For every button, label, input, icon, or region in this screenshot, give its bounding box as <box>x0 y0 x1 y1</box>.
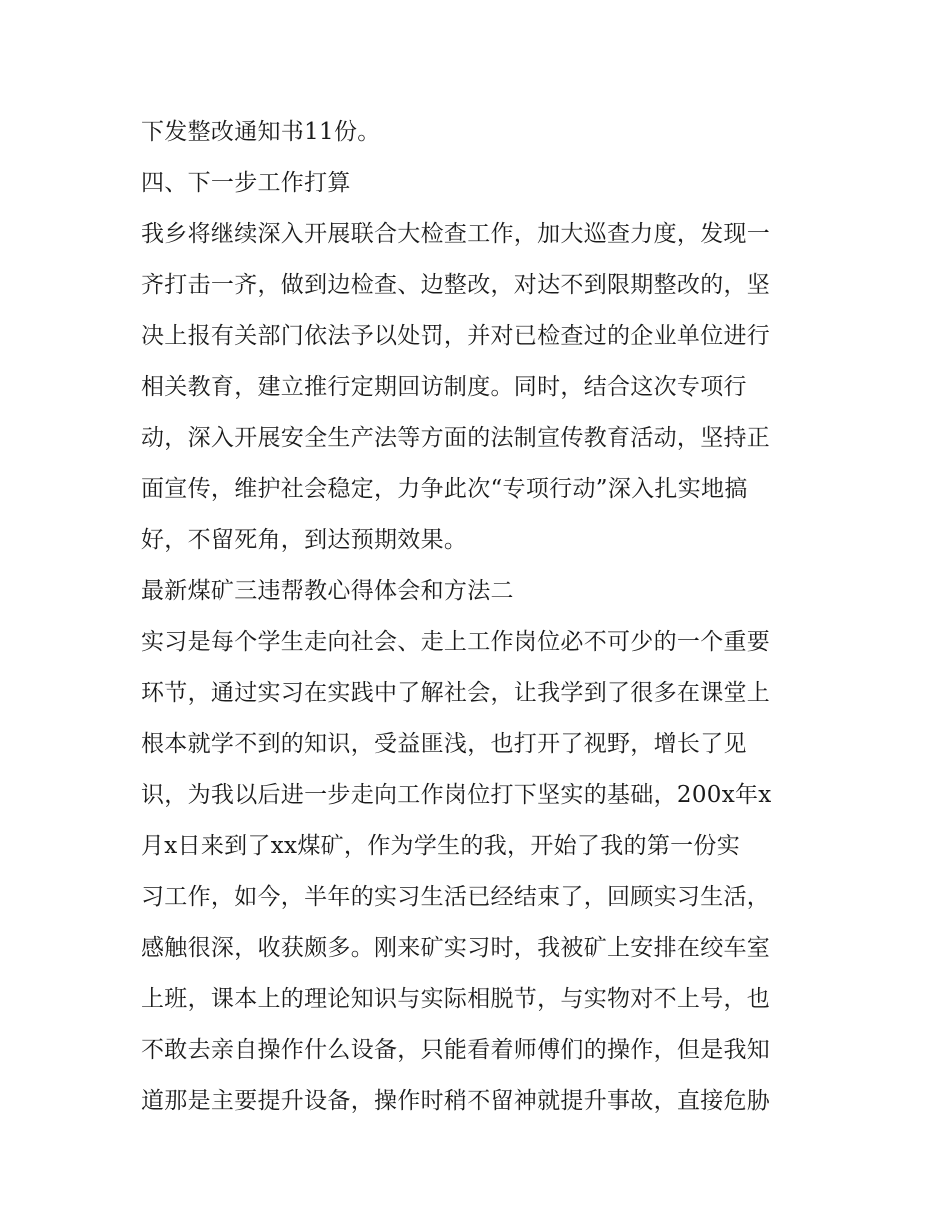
text-line: 决上报有关部门依法予以处罚，并对已检查过的企业单位进行 <box>141 323 771 349</box>
text-line: 相关教育，建立推行定期回访制度。同时，结合这次专项行 <box>141 374 747 400</box>
text-line: 根本就学不到的知识，受益匪浅，也打开了视野，增长了见 <box>141 731 747 757</box>
text-line: 感触很深，收获颇多。刚来矿实习时，我被矿上安排在绞车室 <box>141 935 771 961</box>
text-line: 不敢去亲自操作什么设备，只能看着师傅们的操作，但是我知 <box>141 1037 771 1063</box>
document-body <box>141 107 821 1127</box>
text-line: 我乡将继续深入开展联合大检查工作，加大巡查力度，发现一 <box>141 221 771 247</box>
text-line: 动，深入开展安全生产法等方面的法制宣传教育活动，坚持正 <box>141 425 771 451</box>
text-line: 月x日来到了xx煤矿，作为学生的我，开始了我的第一份实 <box>141 833 741 859</box>
section-heading: 四、下一步工作打算 <box>141 170 351 196</box>
text-line: 好，不留死角，到达预期效果。 <box>141 527 468 553</box>
text-line: 习工作，如今，半年的实习生活已经结束了，回顾实习生活， <box>141 884 771 910</box>
text-line: 实习是每个学生走向社会、走上工作岗位必不可少的一个重要 <box>141 629 771 655</box>
text-line: 上班，课本上的理论知识与实际相脱节，与实物对不上号，也 <box>141 986 771 1012</box>
text-line: 道那是主要提升设备，操作时稍不留神就提升事故，直接危胁 <box>141 1088 771 1114</box>
text-line: 齐打击一齐，做到边检查、边整改，对达不到限期整改的，坚 <box>141 272 771 298</box>
text-line: 下发整改通知书11份。 <box>141 119 381 145</box>
text-line: 环节，通过实习在实践中了解社会，让我学到了很多在课堂上 <box>141 680 771 706</box>
text-line: 识，为我以后进一步走向工作岗位打下坚实的基础，200x年x <box>141 782 772 808</box>
article-title: 最新煤矿三违帮教心得体会和方法二 <box>141 578 514 604</box>
text-line: 面宣传，维护社会稳定，力争此次“专项行动”深入扎实地搞 <box>141 476 748 502</box>
